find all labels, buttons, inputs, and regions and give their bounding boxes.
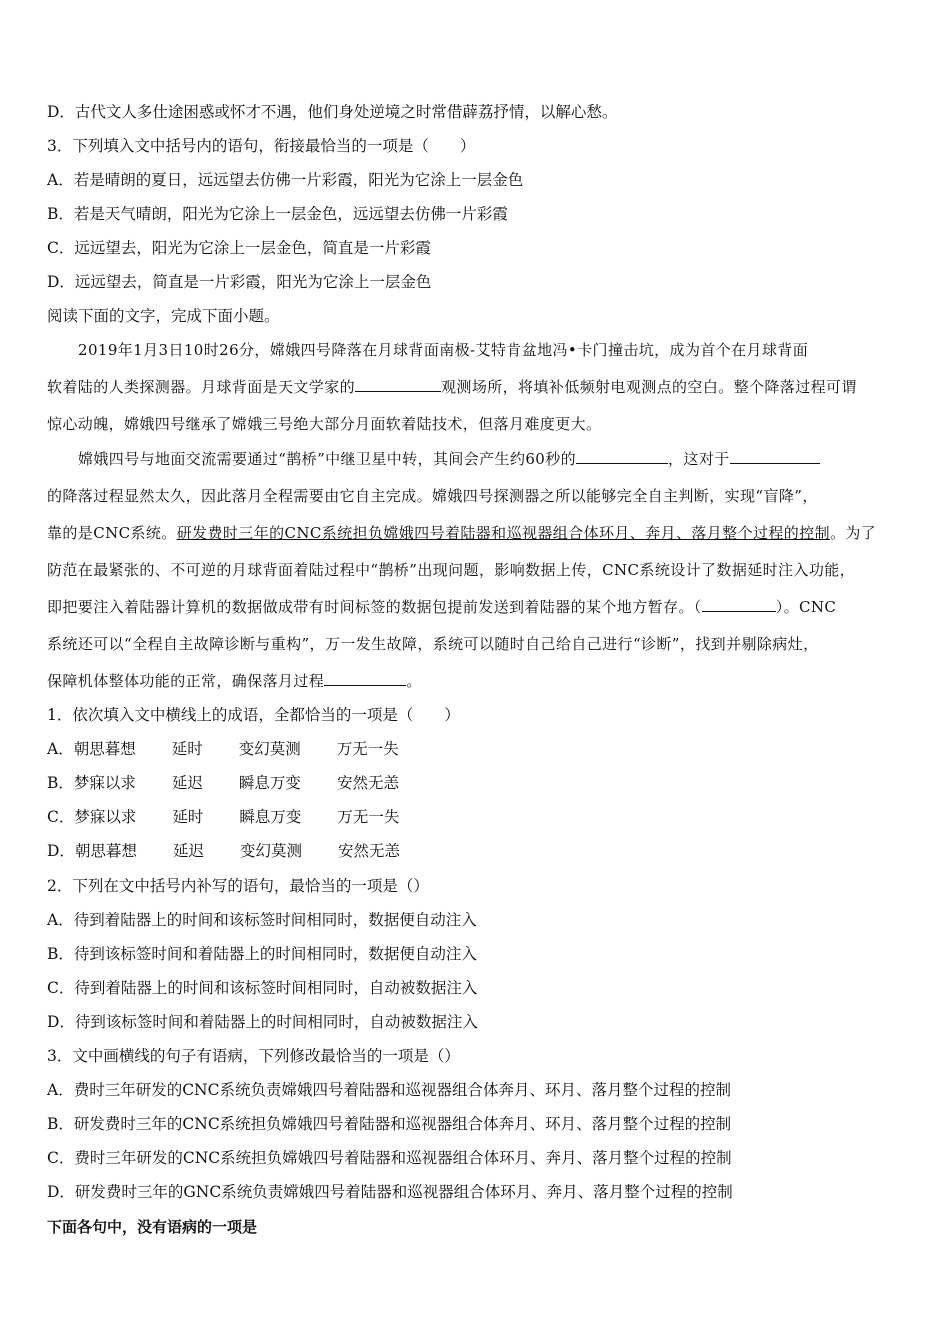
- q3b-option-b: B．研发费时三年的CNC系统担负嫦娥四号着陆器和巡视器组合体奔月、环月、落月整个过程的控制: [47, 1115, 732, 1133]
- underlined-sentence: 研发费时三年的CNC系统担负嫦娥四号着陆器和巡视器组合体环月、奔月、落月整个过程的控制: [176, 524, 830, 542]
- q3-option-d: D．远远望去，简直是一片彩霞，阳光为它涂上一层金色: [47, 273, 432, 291]
- option-item: 瞬息万变: [239, 808, 302, 826]
- text-segment: 靠的是CNC系统。: [47, 524, 177, 542]
- passage-p2-line1: [78, 449, 820, 469]
- option-label: B．: [47, 774, 74, 792]
- fill-blank: [730, 449, 820, 464]
- q2-option-b: B．待到该标签时间和着陆器上的时间相同时，数据便自动注入: [47, 945, 477, 963]
- passage-p2-line5: [47, 597, 836, 617]
- text-segment: 软着陆的人类探测器。月球背面是天文学家的: [47, 378, 356, 396]
- text-segment: 即把要注入着陆器计算机的数据做成带有时间标签的数据包提前发送到着陆器的某个地方暂存。（: [47, 598, 702, 616]
- q3-option-a: A．若是晴朗的夏日，远远望去仿佛一片彩霞，阳光为它涂上一层金色: [47, 171, 524, 189]
- text-segment: ）。CNC: [775, 598, 837, 616]
- option-item: 梦寐以求: [73, 774, 136, 792]
- q1-option-a: [47, 739, 399, 759]
- option-item: 朝思暮想: [74, 842, 137, 860]
- q2-option-d: D．待到该标签时间和着陆器上的时间相同时，自动被数据注入: [47, 1013, 478, 1031]
- option-item: 变幻莫测: [238, 740, 301, 758]
- option-item: 万无一失: [337, 808, 400, 826]
- q1-option-b: [47, 773, 399, 793]
- q3b-option-c: C．费时三年研发的CNC系统担负嫦娥四号着陆器和巡视器组合体环月、奔月、落月整个过程的控制: [47, 1149, 732, 1167]
- option-item: 安然无恙: [336, 774, 399, 792]
- q2-option-a: A．待到着陆器上的时间和该标签时间相同时，数据便自动注入: [47, 911, 477, 929]
- q3b-option-a: A．费时三年研发的CNC系统负责嫦娥四号着陆器和巡视器组合体奔月、环月、落月整个过程的控制: [47, 1081, 731, 1099]
- text-segment: 保障机体整体功能的正常，确保落月过程: [47, 672, 325, 690]
- text-segment: ，这对于: [668, 450, 730, 468]
- passage-p2-line7: [47, 671, 422, 691]
- q2-stem: 2．下列在文中括号内补写的语句，最恰当的一项是（）: [47, 877, 429, 895]
- q3-stem: 3．下列填入文中括号内的语句，衔接最恰当的一项是（ ）: [47, 137, 476, 155]
- q3b-option-d: D．研发费时三年的GNC系统负责嫦娥四号着陆器和巡视器组合体环月、奔月、落月整个过程的控制: [47, 1183, 733, 1201]
- passage-p2-line2: 的降落过程显然太久，因此落月全程需要由它自主完成。嫦娥四号探测器之所以能够完全自主判断，实现“盲降”，: [47, 487, 818, 505]
- option-item: 变幻莫测: [239, 842, 302, 860]
- q3-option-b: B．若是天气晴朗，阳光为它涂上一层金色，远远望去仿佛一片彩霞: [47, 205, 508, 223]
- option-item: 朝思暮想: [73, 740, 136, 758]
- option-label: A．: [47, 740, 74, 758]
- fill-blank: [576, 449, 668, 464]
- passage-p2-line3: [47, 523, 876, 543]
- passage-p2-line6: 系统还可以“全程自主故障诊断与重构”，万一发生故障，系统可以随时自己给自己进行“诊断”，找到并剔除病灶，: [47, 635, 819, 653]
- option-item: 延时: [171, 740, 203, 758]
- text-segment: 。为了: [829, 524, 877, 542]
- option-item: 延时: [172, 808, 204, 826]
- option-item: 万无一失: [336, 740, 399, 758]
- passage-p1-line2: [47, 377, 857, 397]
- text-segment: 嫦娥四号与地面交流需要通过“鹊桥”中继卫星中转，其间会产生约60秒的: [78, 450, 577, 468]
- q2-option-c: C．待到着陆器上的时间和该标签时间相同时，自动被数据注入: [47, 979, 478, 997]
- q1-stem: 1．依次填入文中横线上的成语，全都恰当的一项是（ ）: [47, 706, 460, 724]
- option-item: 安然无恙: [337, 842, 400, 860]
- q1-option-c: [47, 807, 399, 827]
- final-heading: 下面各句中，没有语病的一项是: [47, 1218, 258, 1236]
- prev-option-d: D．古代文人多仕途困惑或怀才不遇，他们身处逆境之时常借薜荔抒情，以解心愁。: [47, 103, 618, 121]
- fill-blank: [355, 377, 441, 392]
- option-item: 梦寐以求: [74, 808, 137, 826]
- text-segment: 观测场所，将填补低频射电观测点的空白。整个降落过程可谓: [441, 378, 857, 396]
- fill-blank: [324, 671, 406, 686]
- passage-p2-line4: 防范在最紧张的、不可逆的月球背面着陆过程中“鹊桥”出现问题，影响数据上传，CNC系统设计了数据延时注入功能，: [47, 561, 856, 579]
- q1-option-d: [47, 841, 400, 861]
- q3b-stem: 3．文中画横线的句子有语病，下列修改最恰当的一项是（）: [47, 1047, 460, 1065]
- option-label: C．: [47, 808, 75, 826]
- reading-intro: 阅读下面的文字，完成下面小题。: [47, 307, 280, 325]
- q3-option-c: C．远远望去，阳光为它涂上一层金色，简直是一片彩霞: [47, 239, 431, 257]
- option-item: 延迟: [172, 842, 204, 860]
- passage-p1-line3: 惊心动魄，嫦娥四号继承了嫦娥三号绝大部分月面软着陆技术，但落月难度更大。: [47, 415, 602, 433]
- option-label: D．: [47, 842, 75, 860]
- option-item: 延迟: [171, 774, 203, 792]
- option-item: 瞬息万变: [238, 774, 301, 792]
- passage-p1-line1: 2019年1月3日10时26分，嫦娥四号降落在月球背面南极-艾特肯盆地冯•卡门撞击坑，成为首个在月球背面: [78, 341, 809, 359]
- text-segment: 。: [406, 672, 422, 690]
- fill-blank: [702, 597, 776, 612]
